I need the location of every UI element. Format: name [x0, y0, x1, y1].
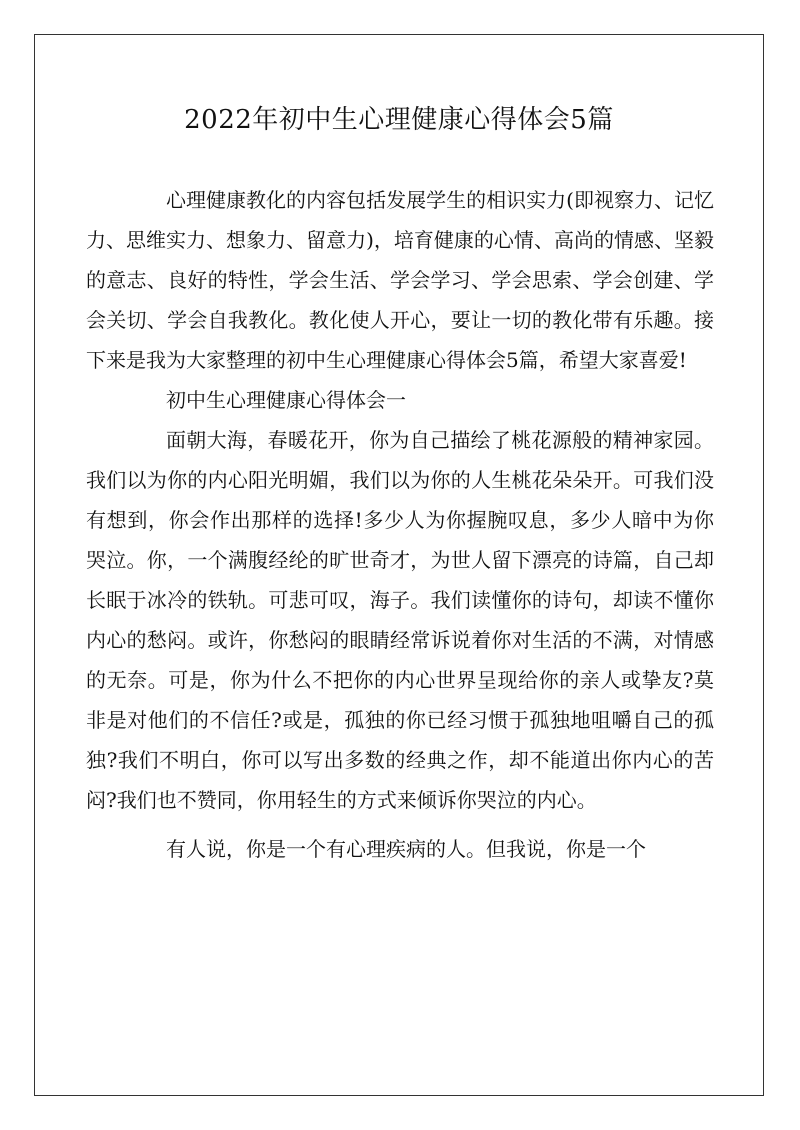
section-heading: 初中生心理健康心得体会一 [166, 388, 406, 412]
document-body [86, 180, 714, 869]
intro-paragraph: 心理健康教化的内容包括发展学生的相识实力(即视察力、记忆力、思维实力、想象力、留意力)，培育健康的心情、高尚的情感、坚毅的意志、良好的特性，学会生活、学会学习、学会思索、学会创建、学会关切、学会自我教化。教化使人开心，要让一切的教化带有乐趣。接下来是我为大家整理的初中生心理健康心得体会5篇，希望大家喜爱! [86, 188, 714, 372]
body-paragraph: 有人说，你是一个有心理疾病的人。但我说，你是一个 [166, 837, 646, 861]
body-paragraph: 面朝大海，春暖花开，你为自己描绘了桃花源般的精神家园。我们以为你的内心阳光明媚，我们以为你的人生桃花朵朵开。可我们没有想到，你会作出那样的选择!多少人为你握腕叹息，多少人暗中为你哭泣。你，一个满腹经纶的旷世奇才，为世人留下漂亮的诗篇，自己却长眠于冰冷的铁轨。可悲可叹，海子。我们读懂你的诗句，却读不懂你内心的愁闷。或许，你愁闷的眼睛经常诉说着你对生活的不满，对情感的无奈。可是，你为什么不把你的内心世界呈现给你的亲人或挚友?莫非是对他们的不信任?或是，孤独的你已经习惯于孤独地咀嚼自己的孤独?我们不明白，你可以写出多数的经典之作，却不能道出你内心的苦闷?我们也不赞同，你用轻生的方式来倾诉你哭泣的内心。 [86, 428, 714, 812]
document-title: 2022年初中生心理健康心得体会5篇 [184, 105, 614, 135]
